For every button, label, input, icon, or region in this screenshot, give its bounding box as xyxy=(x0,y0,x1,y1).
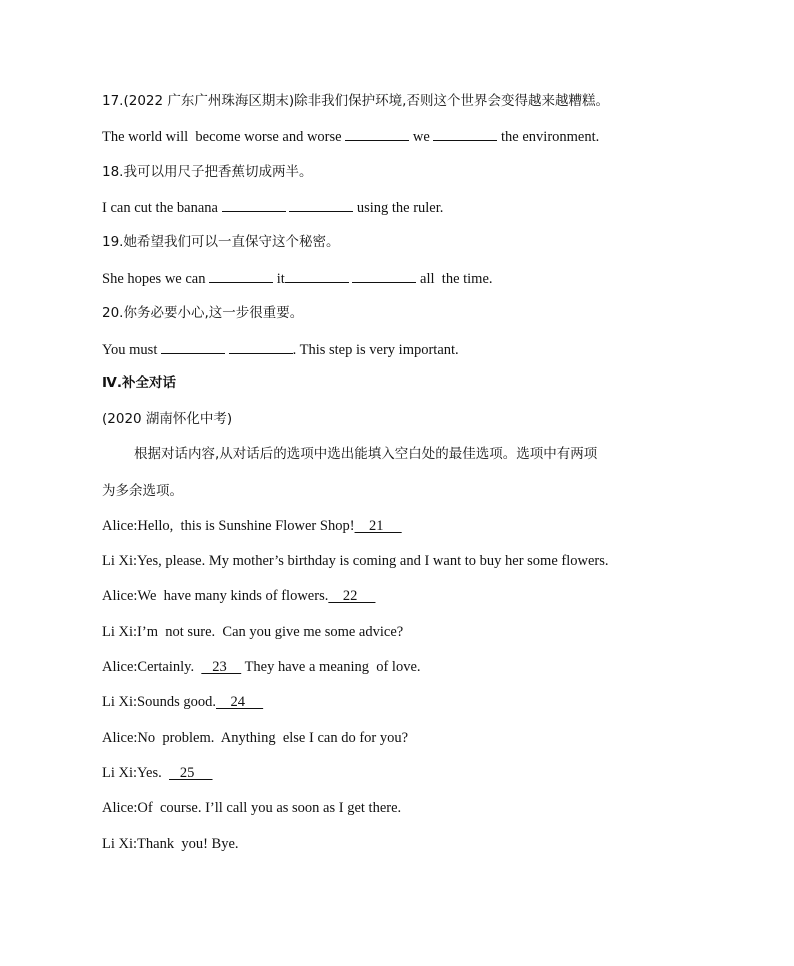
dialogue-blank-22[interactable]: 22 xyxy=(328,588,376,604)
q19-blank-1[interactable] xyxy=(209,268,273,283)
q18-blank-2[interactable] xyxy=(289,197,353,212)
q20-text-a: You must xyxy=(102,342,161,358)
dialogue-text: Alice:Hello, this is Sunshine Flower Shop! xyxy=(102,518,355,534)
dialogue-text: Li Xi:Thank you! Bye. xyxy=(102,836,239,852)
dialogue-line xyxy=(102,728,408,748)
dialogue-blank-21[interactable]: 21 xyxy=(354,518,402,534)
dialogue-text: Li Xi:Yes, please. My mother’s birthday is coming and I want to buy her some flowers. xyxy=(102,553,609,569)
q17-prompt: 17.(2022 广东广州珠海区期末)除非我们保护环境,否则这个世界会变得越来越糟糕。 xyxy=(102,93,609,109)
dialogue-line xyxy=(102,834,239,854)
q20-text-c: . This step is very important. xyxy=(292,342,459,358)
dialogue-line xyxy=(102,622,403,642)
dialogue-blank-24[interactable]: 24 xyxy=(216,694,264,710)
dialogue-line xyxy=(102,657,421,677)
dialogue-text: Alice:We have many kinds of flowers. xyxy=(102,588,329,604)
dialogue-text: Li Xi:Yes. xyxy=(102,765,170,781)
section-instruction-2: 为多余选项。 xyxy=(102,483,183,499)
section-source: (2020 湖南怀化中考) xyxy=(102,411,233,427)
q18-text-c: using the ruler. xyxy=(353,200,444,216)
q20-answer-line xyxy=(102,339,459,360)
q19-text-d: all the time. xyxy=(416,271,493,287)
q18-answer-line xyxy=(102,197,443,218)
q19-prompt: 19.她希望我们可以一直保守这个秘密。 xyxy=(102,234,340,250)
q19-blank-3[interactable] xyxy=(352,268,416,283)
section-instruction-1: 根据对话内容,从对话后的选项中选出能填入空白处的最佳选项。选项中有两项 xyxy=(134,446,598,462)
dialogue-blank-23[interactable]: 23 xyxy=(201,659,242,675)
q20-prompt: 20.你务必要小心,这一步很重要。 xyxy=(102,305,304,321)
dialogue-line xyxy=(102,692,263,712)
dialogue-line xyxy=(102,551,609,571)
q18-blank-1[interactable] xyxy=(222,197,286,212)
q17-text-c: the environment. xyxy=(497,129,600,145)
q20-blank-1[interactable] xyxy=(161,339,225,354)
section-heading: Ⅳ.补全对话 xyxy=(102,375,176,391)
dialogue-line xyxy=(102,763,213,783)
dialogue-text: Alice:Certainly. xyxy=(102,659,202,675)
dialogue-text: Alice:Of course. I’ll call you as soon as I get there. xyxy=(102,800,402,816)
dialogue-line xyxy=(102,516,402,536)
q18-text-a: I can cut the banana xyxy=(102,200,222,216)
q17-text-a: The world will become worse and worse xyxy=(102,129,346,145)
q17-blank-2[interactable] xyxy=(433,126,497,141)
dialogue-blank-25[interactable]: 25 xyxy=(169,765,213,781)
q19-blank-2[interactable] xyxy=(285,268,349,283)
q17-answer-line xyxy=(102,126,599,147)
dialogue-line xyxy=(102,586,375,606)
q18-prompt: 18.我可以用尺子把香蕉切成两半。 xyxy=(102,164,313,180)
q20-blank-2[interactable] xyxy=(229,339,293,354)
dialogue-text: Li Xi:Sounds good. xyxy=(102,694,216,710)
dialogue-text: They have a meaning of love. xyxy=(241,659,421,675)
q19-answer-line xyxy=(102,268,493,289)
q19-text-a: She hopes we can xyxy=(102,271,210,287)
dialogue-text: Li Xi:I’m not sure. Can you give me some advice? xyxy=(102,624,404,640)
q17-text-b: we xyxy=(409,129,434,145)
q17-blank-1[interactable] xyxy=(345,126,409,141)
dialogue-line xyxy=(102,798,401,818)
dialogue-text: Alice:No problem. Anything else I can do for you? xyxy=(102,730,409,746)
q19-text-b: it xyxy=(273,271,285,287)
